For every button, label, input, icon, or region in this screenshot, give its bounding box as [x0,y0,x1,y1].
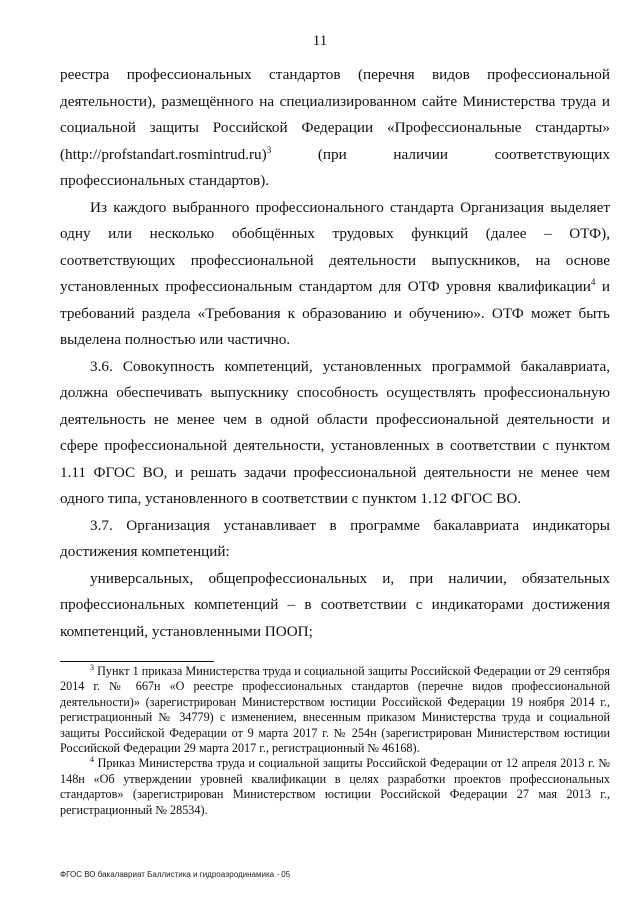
paragraph-registry [60,62,610,195]
document-body [60,62,610,645]
paragraph-text: Из каждого выбранного профессионального стандарта Организация выделяет одну или несколько обобщённых трудовых функций (далее – ОТФ), соответствующих профессиональной деятельности выпускников, на основе установленных профессиональным стандартом для ОТФ уровня квалификации [60,198,610,295]
footnote-ref-3[interactable]: 3 [266,144,272,155]
paragraph-otf [60,195,610,354]
footnote-4 [60,756,610,818]
paragraph-3-6: 3.6. Совокупность компетенций, установленных программой бакалавриата, должна обеспечивать выпускнику способность осуществлять профессиональную деятельность не менее чем в одной области профессиональной деятельности и сфере профессиональной деятельности, установленных в соответствии с пунктом 1.11 ФГОС ВО, и решать задачи профессиональной деятельности не менее чем одного типа, установленного в соответствии с пунктом 1.12 ФГОС ВО. [60,357,610,507]
footnote-mark: 3 [90,663,94,672]
paragraph-text: реестра профессиональных стандартов (перечня видов профессиональной деятельности), размещённого на специализированном сайте Министерства труда и социальной защиты Российской Федерации «Профессиональные стандарты» (http://profstandart.rosmintrud.ru) [60,66,610,163]
document-footer: ФГОС ВО бакалавриат Баллистика и гидроаэродинамика - 05 [60,870,291,879]
paragraph-3-7: 3.7. Организация устанавливает в программе бакалавриата индикаторы достижения компетенций: [60,516,610,560]
paragraph-text: и требований раздела «Требования к образованию и обучению». ОТФ может быть выделена полностью или частично. [60,278,610,348]
footnote-ref-4[interactable]: 4 [590,277,596,287]
footnote-text: Пункт 1 приказа Министерства труда и социальной защиты Российской Федерации от 29 сентября 2014 г. № 667н «О реестре профессиональных стандартов (перечне видов профессиональной деятельности)» (зарегистрирован Министерством юстиции Российской Федерации 19 ноября 2014 г., регистрационный № 34779) с изменением, внесенным приказом Министерства труда и социальной защиты Российской Федерации от 9 марта 2017 г. № 254н (зарегистрирован Министерством юстиции Российской Федерации 29 марта 2017 г., регистрационный № 46168). [60,664,610,756]
page-number: 11 [312,33,328,49]
footnote-mark: 4 [90,755,94,765]
footnote-3 [60,664,610,756]
paragraph-indicators: универсальных, общепрофессиональных и, при наличии, обязательных профессиональных компетенций – в соответствии с индикаторами достижения компетенций, установленными ПООП; [60,569,610,640]
footnote-separator [60,661,214,662]
paragraph-text: (при наличии соответствующих профессиональных стандартов). [60,145,610,189]
footnote-text: Приказ Министерства труда и социальной защиты Российской Федерации от 12 апреля 2013 г. № 148н «Об утверждении уровней квалификации в целях разработки проектов профессиональных стандартов» (зарегистрирован Министерством юстиции Российской Федерации 27 мая 2013 г., регистрационный № 28534). [60,756,610,817]
footnotes [60,664,610,818]
